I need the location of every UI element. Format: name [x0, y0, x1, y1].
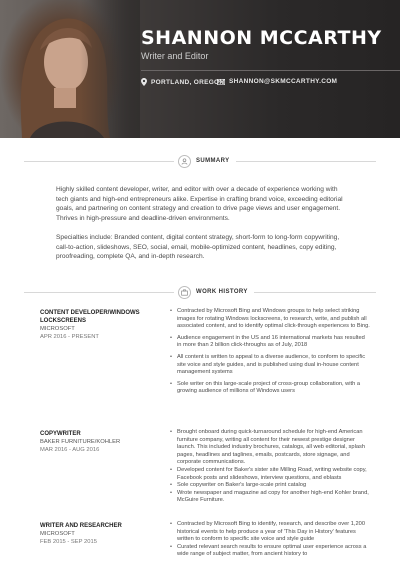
- job-1-info: [40, 309, 160, 341]
- briefcase-icon: [181, 289, 188, 296]
- contact-location: [141, 78, 224, 86]
- job-2-bullets: [170, 429, 370, 505]
- header-divider: [141, 70, 400, 71]
- photo-fade: [80, 0, 140, 138]
- job-bullet: • Brought onboard during quick-turnaround schedule for high-end American furniture company, writing all content for their newest prestige designer launch. This included industry brochures, catalogs, all web editorial, splash pages, headlines and taglines, emails, postcards, store signage, and corporate communications.: [170, 429, 370, 467]
- job-company: BAKER FURNITURE/KOHLER: [40, 439, 121, 445]
- job-company: MICROSOFT: [40, 326, 75, 332]
- work-heading: WORK HISTORY: [196, 289, 248, 295]
- heading-rule-right: [254, 292, 376, 293]
- location-text: PORTLAND, OREGON: [151, 78, 225, 86]
- job-bullet: • Curated relevant search results to ensure optimal user experience across a wide range of subject matter, from ancient history to: [170, 544, 370, 559]
- candidate-name: SHANNON MCCARTHY: [141, 27, 382, 49]
- job-company: MICROSOFT: [40, 531, 75, 537]
- summary-heading: SUMMARY: [196, 158, 230, 164]
- heading-rule-left: [24, 161, 174, 162]
- job-bullet: • Audience engagement in the US and 16 international markets has resulted in more than 2 billion click-throughs as of July, 2018: [170, 335, 370, 350]
- job-dates: MAR 2016 - AUG 2016: [40, 447, 100, 453]
- summary-paragraph-2: Specialties include: Branded content, digital content strategy, short-form to long-form copywriting, call-to-action, slideshows, SEO, social, email, mobile-optimized content, headlines, copy editing, proofreading, complete QA, and in-depth research.: [56, 234, 340, 261]
- job-bullet: • Sole writer on this large-scale project of cross-group collaboration, with a growing audience of millions of Windows users: [170, 381, 370, 396]
- summary-heading-row: [24, 154, 376, 168]
- work-heading-badge: [178, 286, 191, 299]
- job-bullet: • Sole copywriter on Baker's large-scale print catalog: [170, 482, 370, 490]
- job-title: CONTENT DEVELOPER/WINDOWS LOCKSCREENS: [40, 310, 140, 324]
- job-title: COPYWRITER: [40, 431, 81, 437]
- job-title: WRITER AND RESEARCHER: [40, 523, 122, 529]
- heading-rule-right: [236, 161, 376, 162]
- job-3-info: [40, 522, 160, 546]
- job-dates: APR 2016 - PRESENT: [40, 334, 99, 340]
- job-3-bullets: [170, 521, 370, 559]
- job-bullet: • Contracted by Microsoft Bing to identify, research, and describe over 1,200 historical events to help produce a year of 'This Day in History' features written to conform to specific site voice and style guide: [170, 521, 370, 544]
- job-bullet: • Developed content for Baker's sister site Milling Road, writing website copy, Facebook posts and slideshows, interview questions, and eblasts: [170, 467, 370, 482]
- job-2-info: [40, 430, 160, 454]
- job-bullet: • Contracted by Microsoft Bing and Windows groups to help select striking images for rotating Windows lockscreens, to research, write, and publish all associated content, and to identify optimal click-through experiences to Bing.: [170, 308, 370, 331]
- person-icon: [181, 158, 188, 165]
- contact-email[interactable]: [217, 78, 337, 85]
- job-bullet: • All content is written to appeal to a diverse audience, to conform to specific site voice and style guides, and is published using dual in-house content management systems: [170, 354, 370, 377]
- job-bullet: • Wrote newspaper and magazine ad copy for another high-end Kohler brand, McGuire Furniture.: [170, 490, 370, 505]
- resume-header: [0, 0, 400, 138]
- map-pin-icon: [141, 78, 147, 86]
- work-heading-row: [24, 285, 376, 299]
- envelope-icon: [217, 79, 225, 85]
- summary-heading-badge: [178, 155, 191, 168]
- candidate-title: Writer and Editor: [141, 51, 209, 61]
- job-1-bullets: [170, 308, 370, 400]
- heading-rule-left: [24, 292, 174, 293]
- summary-paragraph-1: Highly skilled content developer, writer, and editor with over a decade of experience working with tech giants and high-end entrepreneurs alike. Expertise in crafting brand voice, exceeding editorial goals, and partnering on content strategy and creation to drive page views and user engagement. Thrives in high-pressure and deadline-driven environments.: [56, 186, 343, 222]
- email-text[interactable]: SHANNON@SKMCCARTHY.COM: [229, 78, 338, 85]
- job-dates: FEB 2015 - SEP 2015: [40, 539, 97, 545]
